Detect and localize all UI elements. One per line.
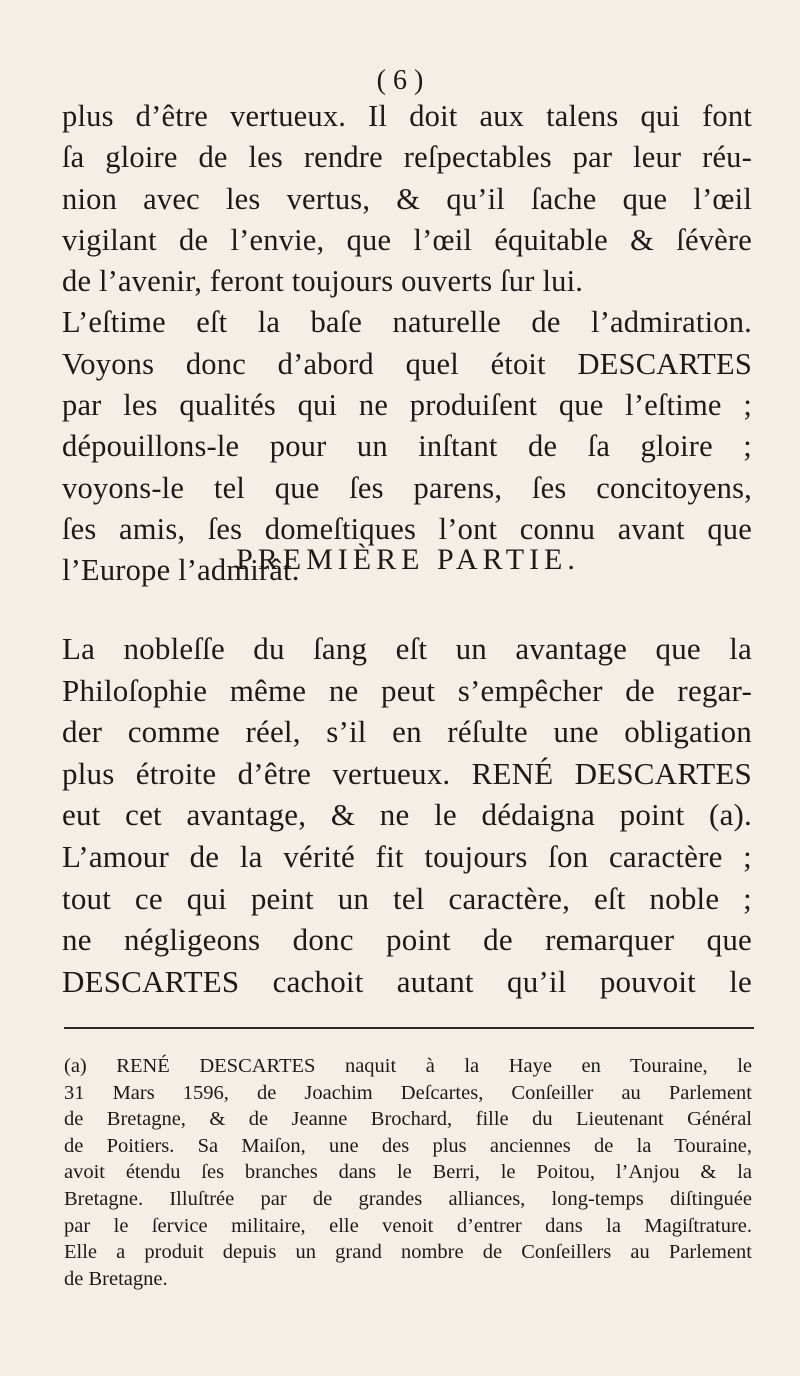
footnote bbox=[64, 1053, 752, 1292]
text-line: nion avec les vertus, & qu’il ſache que l’œil bbox=[62, 181, 752, 216]
text-line: vigilant de l’envie, que l’œil équitable & ſévère bbox=[62, 222, 752, 257]
text-line: Voyons donc d’abord quel étoit DESCARTES bbox=[62, 346, 752, 381]
page-number: ( 6 ) bbox=[376, 65, 424, 96]
text-line: La nobleſſe du ſang eſt un avantage que la bbox=[62, 631, 752, 666]
text-line: tout ce qui peint un tel caractère, eſt noble ; bbox=[62, 880, 752, 916]
text-line: ne négligeons donc point de remarquer que bbox=[62, 922, 752, 958]
footnote-line: de Bretagne. bbox=[64, 1267, 168, 1290]
text-line: ſa gloire de les rendre reſpectables par leur réu- bbox=[62, 140, 752, 175]
text-line: dépouillons-le pour un inſtant de ſa gloire ; bbox=[62, 429, 752, 464]
text-line: plus étroite d’être vertueux. RENÉ DESCARTES bbox=[62, 755, 752, 791]
text-line: der comme réel, s’il en réſulte une obligation bbox=[62, 714, 752, 750]
text-line: ſes amis, ſes domeſtiques l’ont connu avant que bbox=[62, 511, 752, 546]
text-line: plus d’être vertueux. Il doit aux talens qui font bbox=[62, 99, 752, 133]
footnote-line: Bretagne. Illuſtrée par de grandes alliances, long-temps diſtinguée bbox=[64, 1187, 752, 1210]
text-line: l’Europe l’admirât. bbox=[62, 553, 300, 588]
footnote-line: (a) RENÉ DESCARTES naquit à la Haye en Touraine, le bbox=[64, 1055, 752, 1077]
footnote-line: avoit étendu ſes branches dans le Berri, le Poitou, l’Anjou & la bbox=[64, 1161, 752, 1184]
text-line: de l’avenir, feront toujours ouverts ſur lui. bbox=[62, 264, 584, 299]
text-line: voyons-le tel que ſes parens, ſes concitoyens, bbox=[62, 470, 752, 505]
footnote-divider bbox=[64, 1027, 754, 1029]
footnote-line: 31 Mars 1596, de Joachim Deſcartes, Conſeiller au Parlement bbox=[64, 1081, 752, 1104]
text-line: par les qualités qui ne produiſent que l’eſtime ; bbox=[62, 388, 752, 423]
text-line: Philoſophie même ne peut s’empêcher de regar- bbox=[62, 672, 752, 708]
text-line: L’amour de la vérité fit toujours ſon caractère ; bbox=[62, 838, 752, 874]
footnote-line: de Poitiers. Sa Maiſon, une des plus anciennes de la Touraine, bbox=[64, 1134, 752, 1157]
footnote-line: de Bretagne, & de Jeanne Brochard, fille du Lieutenant Général bbox=[64, 1108, 752, 1131]
text-line: DESCARTES cachoit autant qu’il pouvoit le bbox=[62, 963, 752, 999]
text-line: eut cet avantage, & ne le dédaigna point (a). bbox=[62, 797, 752, 833]
footnote-line: Elle a produit depuis un grand nombre de Conſeillers au Parlement bbox=[64, 1241, 752, 1264]
paragraph-2 bbox=[62, 628, 752, 1002]
text-line: L’eſtime eſt la baſe naturelle de l’admiration. bbox=[62, 305, 752, 340]
section-heading: PREMIÈRE PARTIE. bbox=[236, 543, 580, 576]
paragraph-1 bbox=[62, 96, 752, 592]
footnote-line: par le ſervice militaire, elle venoit d’entrer dans la Magiſtrature. bbox=[64, 1214, 752, 1237]
